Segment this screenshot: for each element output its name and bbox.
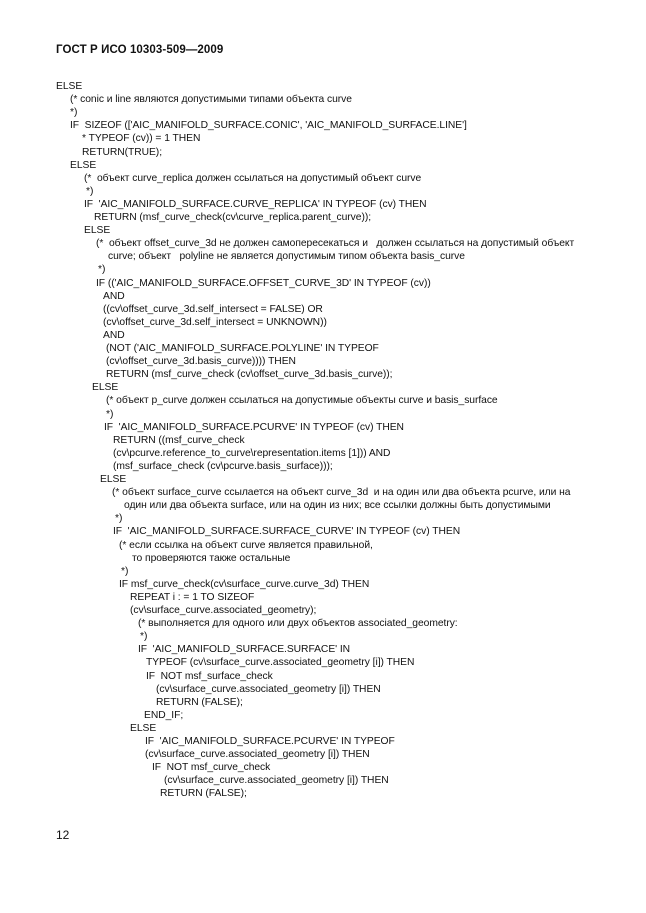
code-line: (* объект surface_curve ссылается на объект curve_3d и на один или два объекта pcurve, или на xyxy=(112,487,571,499)
code-line: *) xyxy=(98,264,106,276)
code-line: ((cv\offset_curve_3d.self_intersect = FALSE) OR xyxy=(103,303,323,315)
code-line: IF 'AIC_MANIFOLD_SURFACE.PCURVE' IN TYPEOF xyxy=(145,736,395,747)
code-line: AND xyxy=(103,329,125,341)
code-line: RETURN(TRUE); xyxy=(82,146,163,158)
document-header: ГОСТ Р ИСО 10303-509—2009 xyxy=(56,44,224,56)
code-line: END_IF; xyxy=(144,709,184,721)
code-line: curve; объект polyline не является допустимым типом объекта basis_curve xyxy=(108,251,465,263)
code-line: TYPEOF (cv\surface_curve.associated_geometry [i]) THEN xyxy=(146,657,415,669)
page-number: 12 xyxy=(56,828,70,842)
code-line: (cv\surface_curve.associated_geometry); xyxy=(130,605,317,616)
code-line: RETURN (FALSE); xyxy=(160,788,247,800)
code-line: IF 'AIC_MANIFOLD_SURFACE.SURFACE' IN xyxy=(138,644,351,656)
code-line: * TYPEOF (cv)) = 1 THEN xyxy=(82,133,201,145)
code-line: (* объект offset_curve_3d не должен самопересекаться и должен ссылаться на допустимый объект xyxy=(96,238,575,250)
code-line: IF msf_curve_check(cv\surface_curve.curve_3d) THEN xyxy=(119,578,370,590)
code-line: IF SIZEOF (['AIC_MANIFOLD_SURFACE.CONIC', 'AIC_MANIFOLD_SURFACE.LINE'] xyxy=(70,120,467,132)
code-line: (cv\pcurve.reference_to_curve\representation.items [1])) AND xyxy=(113,447,391,459)
code-line: IF (('AIC_MANIFOLD_SURFACE.OFFSET_CURVE_3D' IN TYPEOF (cv)) xyxy=(96,277,431,289)
code-line: *) xyxy=(115,513,123,525)
code-line: ELSE xyxy=(84,225,111,237)
code-line: *) xyxy=(106,408,114,420)
code-line: ELSE xyxy=(70,159,97,171)
code-line: ELSE xyxy=(92,382,119,394)
code-line: IF NOT msf_surface_check xyxy=(146,670,273,682)
code-line: RETURN (msf_curve_check(cv\curve_replica.parent_curve)); xyxy=(94,212,372,223)
code-line: ELSE xyxy=(100,474,127,485)
code-line: *) xyxy=(140,631,148,643)
code-line: *) xyxy=(70,107,78,119)
code-line: (cv\surface_curve.associated_geometry [i]) THEN xyxy=(156,683,381,695)
code-line: IF 'AIC_MANIFOLD_SURFACE.CURVE_REPLICA' IN TYPEOF (cv) THEN xyxy=(84,198,427,210)
code-line: IF 'AIC_MANIFOLD_SURFACE.SURFACE_CURVE' IN TYPEOF (cv) THEN xyxy=(113,526,461,538)
code-line: один или два объекта surface, или на один из них; все ссылки должны быть допустимыми xyxy=(124,500,551,512)
code-line: *) xyxy=(86,185,94,197)
code-line: (cv\surface_curve.associated_geometry [i]) THEN xyxy=(164,775,389,787)
code-line: (msf_surface_check (cv\pcurve.basis_surface))); xyxy=(113,460,333,472)
code-line: то проверяются также остальные xyxy=(132,552,291,564)
code-line: ELSE xyxy=(130,722,157,734)
code-line: (* объект p_curve должен ссылаться на допустимые объекты curve и basis_surface xyxy=(106,395,498,407)
code-line: RETURN (FALSE); xyxy=(156,696,243,708)
code-line: IF 'AIC_MANIFOLD_SURFACE.PCURVE' IN TYPEOF (cv) THEN xyxy=(104,421,404,433)
code-line: (* выполняется для одного или двух объектов associated_geometry: xyxy=(138,618,458,630)
code-line: *) xyxy=(121,565,129,577)
code-line: ELSE xyxy=(56,81,83,92)
code-line: (cv\offset_curve_3d.basis_curve)))) THEN xyxy=(106,356,296,368)
code-line: (NOT ('AIC_MANIFOLD_SURFACE.POLYLINE' IN TYPEOF xyxy=(106,343,379,354)
code-line: IF NOT msf_curve_check xyxy=(152,762,271,774)
code-line: (* если ссылка на объект curve является правильной, xyxy=(119,539,373,551)
code-line: (cv\offset_curve_3d.self_intersect = UNKNOWN)) xyxy=(103,316,327,328)
code-line: RETURN (msf_curve_check (cv\offset_curve_3d.basis_curve)); xyxy=(106,369,393,381)
code-line: (* conic и line являются допустимыми типами объекта curve xyxy=(70,94,352,106)
code-line: (cv\surface_curve.associated_geometry [i]) THEN xyxy=(145,749,370,761)
code-line: RETURN ((msf_curve_check xyxy=(113,434,245,446)
code-line: AND xyxy=(103,290,125,302)
code-line: (* объект curve_replica должен ссылаться на допустимый объект curve xyxy=(84,172,422,184)
code-line: REPEAT i : = 1 TO SIZEOF xyxy=(130,591,255,603)
